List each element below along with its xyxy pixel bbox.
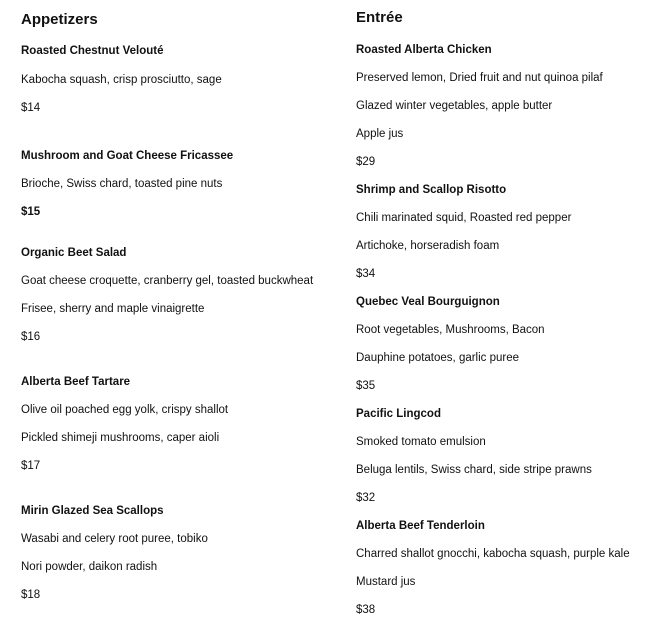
menu-item-description: Kabocha squash, crisp prosciutto, sage <box>21 74 222 86</box>
menu-item-price: $35 <box>356 380 376 392</box>
menu-item-description: Beluga lentils, Swiss chard, side stripe prawns <box>356 464 592 476</box>
menu-item-price: $16 <box>21 331 41 343</box>
menu-item-price: $17 <box>21 460 41 472</box>
menu-item-price: $14 <box>21 102 41 114</box>
menu-item-name: Organic Beet Salad <box>21 247 127 259</box>
menu-item-price: $29 <box>356 156 376 168</box>
menu-item-description: Wasabi and celery root puree, tobiko <box>21 533 208 545</box>
menu-item-price: $18 <box>21 589 41 601</box>
menu-item-price: $38 <box>356 604 376 616</box>
menu-item-description: Preserved lemon, Dried fruit and nut quinoa pilaf <box>356 72 603 84</box>
menu-item-name: Shrimp and Scallop Risotto <box>356 184 507 196</box>
menu-item-name: Pacific Lingcod <box>356 408 441 420</box>
menu-item-description: Pickled shimeji mushrooms, caper aioli <box>21 432 220 444</box>
menu-item-name: Alberta Beef Tartare <box>21 376 131 388</box>
menu-item-description: Goat cheese croquette, cranberry gel, toasted buckwheat <box>21 275 314 287</box>
menu-item-name: Alberta Beef Tenderloin <box>356 520 485 532</box>
menu-item-name: Mirin Glazed Sea Scallops <box>21 505 164 517</box>
menu-item-description: Nori powder, daikon radish <box>21 561 158 573</box>
menu-item-name: Roasted Chestnut Velouté <box>21 45 164 57</box>
menu-item-name: Quebec Veal Bourguignon <box>356 296 500 308</box>
menu-item-description: Smoked tomato emulsion <box>356 436 486 448</box>
menu-item-description: Charred shallot gnocchi, kabocha squash, purple kale <box>356 548 630 560</box>
menu-item-description: Glazed winter vegetables, apple butter <box>356 100 553 112</box>
entree-heading: Entrée <box>356 9 403 26</box>
menu-item-description: Frisee, sherry and maple vinaigrette <box>21 303 205 315</box>
menu-item-name: Mushroom and Goat Cheese Fricassee <box>21 150 234 162</box>
menu-item-description: Brioche, Swiss chard, toasted pine nuts <box>21 178 223 190</box>
menu-item-description: Dauphine potatoes, garlic puree <box>356 352 520 364</box>
menu-item-name: Roasted Alberta Chicken <box>356 44 492 56</box>
menu-item-description: Mustard jus <box>356 576 416 588</box>
menu-item-description: Artichoke, horseradish foam <box>356 240 500 252</box>
menu-item-description: Root vegetables, Mushrooms, Bacon <box>356 324 545 336</box>
appetizers-heading: Appetizers <box>21 11 98 28</box>
menu-item-description: Chili marinated squid, Roasted red pepper <box>356 212 572 224</box>
menu-item-price: $32 <box>356 492 376 504</box>
menu-item-description: Olive oil poached egg yolk, crispy shallot <box>21 404 229 416</box>
menu-item-price: $34 <box>356 268 376 280</box>
menu-item-description: Apple jus <box>356 128 404 140</box>
menu-item-price: $15 <box>21 206 41 218</box>
